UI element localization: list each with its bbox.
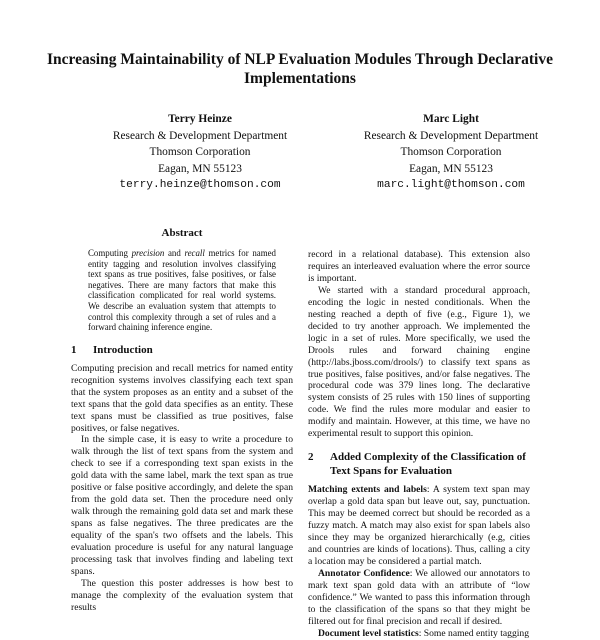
author-location: Eagan, MN 55123: [158, 162, 242, 175]
abstract-body: [71, 248, 293, 333]
author-email: marc.light@thomson.com: [377, 179, 525, 191]
author-location: Eagan, MN 55123: [409, 162, 493, 175]
abstract-heading: Abstract: [161, 227, 203, 239]
list-item: Document level statistics: Some named entity tagging: [318, 627, 530, 639]
author-organization: Thomson Corporation: [400, 146, 502, 158]
paragraph: In the simple case, it is easy to write a procedure to walk through the list of text spans from the system and check to see if a corresponding text span exists in the gold data with the same label, mark the text span as true positive or false positive accordingly, and delete the span from the gold data set. Then the procedure need only walk through the remaining gold data set and mark these spans as false negatives. The three predicates are the equality of the span's two offsets and the labels. This evaluation procedure is useful for any natural language processing task that involves finding and labeling text spans.: [71, 434, 293, 577]
paper-title: Increasing Maintainability of NLP Evaluation Modules Through Declarative Implementations: [47, 51, 553, 87]
left-column: [71, 226, 293, 613]
author-email: terry.heinze@thomson.com: [119, 179, 281, 191]
author-name: Terry Heinze: [168, 113, 232, 125]
right-column: [308, 249, 530, 639]
section-heading-introduction: 1 Introduction: [71, 343, 153, 356]
author-block-1: [85, 111, 315, 194]
paragraph-continuation: record in a relational database). This extension also requires an interleaved evaluation where the error source is important.: [308, 249, 530, 284]
author-organization: Thomson Corporation: [149, 146, 251, 158]
abstract-text: Computing precision and recall metrics for named entity tagging and resolution involves classifying text spans as true positives, false positives, or false negatives. There are many factors that make this classification complicated for real world systems. We describe an evaluation system that attempts to control this complexity through a set of rules and a forward chaining inference engine.: [88, 248, 276, 333]
section-heading-complexity: 2 Added Complexity of the Classification of Text Spans for Evaluation: [308, 451, 526, 478]
author-department: Research & Development Department: [363, 129, 539, 142]
author-block-2: [336, 111, 566, 194]
list-item: Matching extents and labels: A system text span may overlap a gold data span but leave out, say, punctuation. This may be deemed correct but should be recorded as a fuzzy match. A match may also exist for span labels also since they may be organized hierarchically (e.g, cities and countries are kinds of locations). Thus, calling a city a location may be considered a partial match.: [308, 484, 530, 567]
list-item: Annotator Confidence: We allowed our annotators to mark text span gold data with an attribute of “low confidence.” We wanted to pass this information through to the classification of the spans so that they might be filtered out for final precision and recall if desired.: [308, 567, 530, 627]
paragraph: The question this poster addresses is how best to manage the complexity of the evaluation system that results: [71, 577, 293, 613]
author-name: Marc Light: [423, 113, 479, 125]
paragraph: Computing precision and recall metrics for named entity recognition systems involves classifying each text span that the system proposes as an entity and a subset of the text spans that the gold data specifies as an entity. These text spans must be classified as true positives, false positives, or false negatives.: [71, 362, 293, 434]
paragraph: We started with a standard procedural approach, encoding the logic in nested conditionals. When the nesting reached a depth of five (e.g., Figure 1), we decided to try another approach. We implemented the logic in a set of rules. More specifically, we used the Drools rules and forward chaining engine (http://labs.jboss.com/drools/) to classify text spans as true positives, false positives, and/or false negatives. The procedural code was 379 lines long. The declarative system consists of 25 rules with 150 lines of supporting code. We find the rules more modular and easier to modify and maintain. However, at this time, we have no experimental result to support this opinion.: [308, 284, 530, 440]
author-department: Research & Development Department: [112, 129, 288, 142]
